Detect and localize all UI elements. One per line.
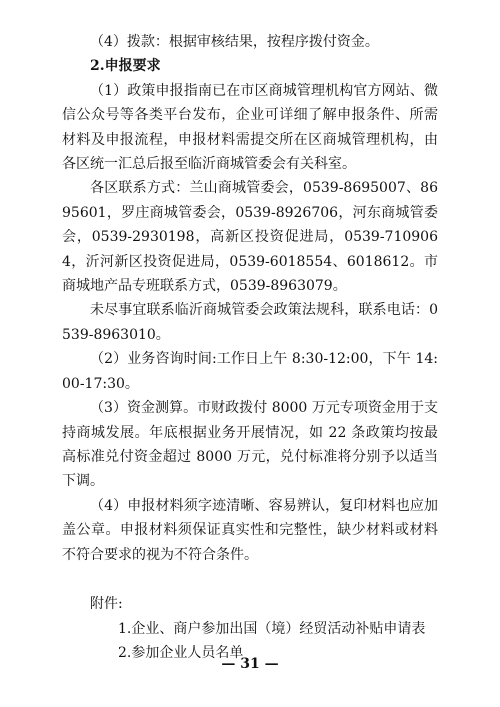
page-number: — 31 — — [221, 656, 279, 672]
paragraph-material-requirements: （4）申报材料须字迹清晰、容易辨认，复印材料也应加盖公章。申报材料须保证真实性和完整性，缺少材料或材料不符合要求的视为不符合条件。 — [62, 497, 438, 563]
section-heading: 2.申报要求 — [90, 58, 161, 75]
attachment-item: 1.企业、商户参加出国（境）经贸活动补贴申请表 — [118, 620, 426, 637]
spacer — [62, 567, 438, 591]
paragraph-consultation-hours: （2）业务咨询时间:工作日上午 8:30-12:00，下午 14:00-17:30。 — [62, 351, 438, 392]
paragraph-application-guide: （1）政策申报指南已在市区商城管理机构官方网站、微信公众号等各类平台发布，企业可详细了解申报条件、所需材料及申报流程，申报材料需提交所在区商城管理机构，由各区统一汇总后报至临沂商城管委会有关科室。 — [62, 82, 438, 173]
paragraph-disbursement: （4）拨款：根据审核结果，按程序拨付资金。 — [90, 34, 379, 50]
paragraph-other-matters: 未尽事宜联系临沂商城管委会政策法规科，联系电话：0539-8963010。 — [62, 302, 438, 343]
attachments-label: 附件: — [90, 595, 123, 612]
paragraph-district-contacts: 各区联系方式：兰山商城管委会，0539-8695007、8695601，罗庄商城管委会，0539-8926706，河东商城管委会，0539-2930198，高新区投资促进局，0539-7109064，沂河新区投资促进局，0539-6018554、6018612。市商城地产品专班联系方式，0539-8963079。 — [62, 180, 438, 295]
attachment-item: 2.参加企业人员名单 — [118, 644, 244, 661]
paragraph-fund-calculation: （3）资金测算。市财政拨付 8000 万元专项资金用于支持商城发展。年底根据业务开展情况，如 22 条政策均按最高标准兑付资金超过 8000 万元，兑付标准将分别予以适当下调。 — [62, 400, 438, 490]
